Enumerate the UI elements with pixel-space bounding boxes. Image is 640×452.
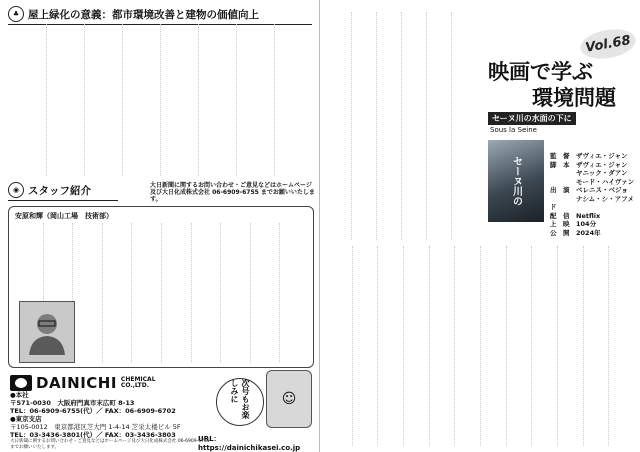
staff-box	[8, 206, 314, 368]
article-column	[122, 24, 160, 176]
mascot-icon: ☺	[281, 391, 297, 407]
honsha-label: ●本社	[10, 391, 29, 399]
article-column	[131, 223, 161, 363]
film-article-columns-bottom	[326, 246, 634, 446]
article-column	[220, 223, 250, 363]
logo-name: DAINICHI	[36, 374, 117, 392]
greening-heading	[8, 6, 312, 25]
article-column	[352, 246, 378, 446]
footer-note: 大日新聞に関するお問い合わせ・ご意見などはホームページ及び大日化成株式会社 06-6909-6755 までお願いいたします。	[10, 439, 210, 450]
person-icon: ◉	[8, 182, 24, 198]
article-column	[451, 12, 476, 240]
film-subtitle-en: Sous la Seine	[490, 126, 537, 134]
credit-row: モード・ハイヴァン	[576, 177, 635, 186]
poster-title: セーヌ川の	[510, 156, 522, 206]
greening-article-columns	[8, 24, 312, 176]
article-column	[102, 223, 132, 363]
logo-sub: CHEMICAL CO.,LTD.	[120, 376, 156, 389]
article-column	[583, 246, 609, 446]
tokyo-label: ●東京支店	[10, 415, 42, 423]
article-column	[557, 246, 583, 446]
article-column	[401, 12, 426, 240]
next-issue-text: 次号もお楽しみに	[230, 379, 250, 419]
person-silhouette-icon	[27, 309, 67, 355]
tokyo-tel: TEL：03-3436-3801(代）／ FAX：03-3436-3803	[10, 431, 176, 439]
inquiry-note: 大日新聞に関するお問い合わせ・ご意見などはホームページ及び大日化成株式会社 06-6909-6755 までお願いいたします。	[150, 182, 315, 203]
credit-row: 配 信 Netflix	[550, 211, 601, 220]
staff-photo	[19, 301, 75, 363]
credit-row: 監 督 ザヴィエ・ジャン	[550, 152, 628, 160]
article-column	[236, 24, 274, 176]
film-article-columns-top	[326, 12, 476, 240]
company-addresses	[10, 391, 210, 439]
article-column	[403, 246, 429, 446]
article-column	[72, 223, 102, 363]
leaf-icon: ♣	[8, 6, 24, 22]
honsha-tel: TEL：06-6909-6755(代）／ FAX：06-6909-6702	[10, 407, 176, 415]
next-issue-bubble	[216, 378, 264, 426]
article-column	[351, 12, 376, 240]
article-column	[506, 246, 532, 446]
article-column	[191, 223, 221, 363]
greening-heading-text: 屋上緑化の意義：都市環境改善と建物の価値向上	[28, 8, 259, 21]
credit-row: ナシム・シ・アフメド	[550, 194, 634, 211]
right-page	[320, 0, 640, 452]
credit-row: ヤニック・ダアン	[576, 169, 628, 177]
article-column	[377, 246, 403, 446]
article-column	[274, 24, 312, 176]
article-column	[454, 246, 480, 446]
column-title-line2: 環境問題	[532, 86, 616, 110]
staff-name: 安原和輝（岡山工場 技術部）	[15, 212, 113, 220]
tokyo-address: 〒105-0012 東京都港区芝大門 1-4-14 芝栄太楼ビル 5F	[10, 423, 181, 431]
credit-row: 脚 本 ザヴィエ・ジャン	[550, 160, 628, 169]
credit-row: 出 演 ベレニス・ベジョ	[550, 186, 628, 194]
article-column	[198, 24, 236, 176]
mascot-character	[266, 370, 312, 428]
film-poster	[488, 140, 544, 222]
article-column	[160, 24, 198, 176]
column-title-line1: 映画で学ぶ	[488, 60, 593, 84]
credit-row: 上 映 104分	[550, 220, 597, 228]
staff-heading	[8, 182, 118, 201]
article-column	[429, 246, 455, 446]
article-column	[250, 223, 280, 363]
article-column	[326, 12, 351, 240]
article-column	[279, 223, 309, 363]
company-url[interactable]: URL：https://dainichikasei.co.jp	[198, 435, 301, 452]
company-logo	[10, 374, 161, 392]
article-column	[8, 24, 46, 176]
article-column	[84, 24, 122, 176]
article-column	[326, 246, 352, 446]
article-column	[480, 246, 506, 446]
article-column	[531, 246, 557, 446]
honsha-address: 〒571-0030 大阪府門真市末広町 8-13	[10, 399, 135, 407]
film-subtitle: セーヌ川の水面の下に	[488, 112, 576, 125]
article-column	[161, 223, 191, 363]
staff-heading-text: スタッフ紹介	[28, 184, 91, 197]
credit-row: 公 開 2024年	[550, 228, 601, 237]
article-column	[46, 24, 84, 176]
dainichi-logo-icon	[10, 375, 32, 391]
film-credits	[550, 152, 638, 237]
article-column	[376, 12, 401, 240]
article-column	[608, 246, 634, 446]
article-column	[426, 12, 451, 240]
vol-badge: Vol.68	[578, 25, 638, 62]
